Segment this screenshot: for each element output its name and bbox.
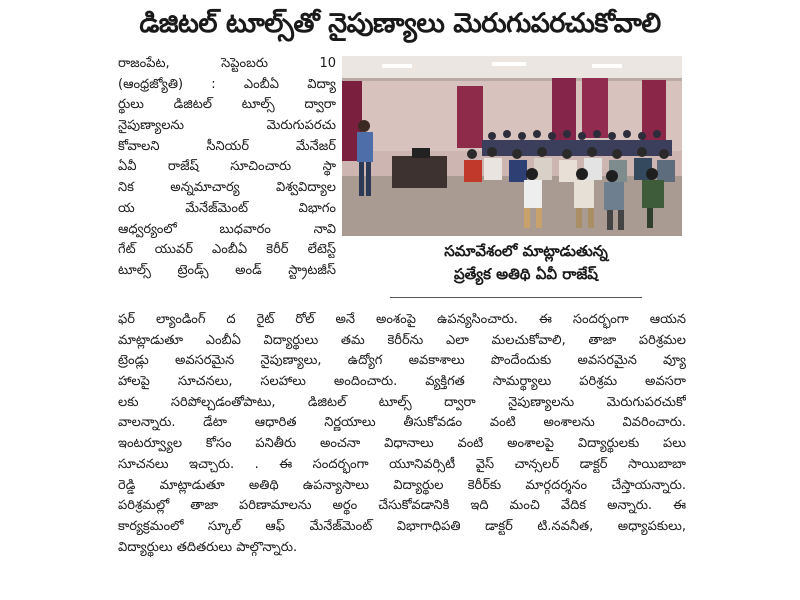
article-line: ఫర్ ల్యాండింగ్ ద రైట్ రోల్ అనే అంశంపై ఉపన్యసించారు. ఈ సందర్భంగా ఆయన bbox=[118, 312, 686, 327]
article-line: ర్థులు డిజిటల్ టూల్స్ ద్వారా bbox=[118, 97, 336, 113]
article-line: (ఆంధ్రజ్యోతి) : ఎంబీఏ విద్యా bbox=[118, 76, 336, 92]
caption-line: సమావేశంలో మాట్లాడుతున్న bbox=[444, 242, 608, 260]
caption-divider bbox=[390, 297, 642, 298]
photo-caption bbox=[390, 240, 662, 292]
article-line: నిక అన్నమాచార్య విశ్వవిద్యాల bbox=[118, 180, 336, 196]
caption-line: ప్రత్యేక అతిథి ఏవీ రాజేష్ bbox=[454, 265, 598, 283]
article-line: నైపుణ్యాలను మెరుగుపరచు bbox=[118, 118, 336, 134]
article-line: కార్యక్రమంలో స్కూల్ ఆఫ్ మేనేజ్‌మెంట్ విభాగాధిపతి డాక్టర్ టి.నవనీత, అధ్యాపకులు, bbox=[118, 518, 686, 534]
article-line: హాలపై సూచనలు, సలహాలు అందించారు. వ్యక్తిగత సామర్థ్యాలు పరిశ్రమ అవసరా bbox=[118, 374, 686, 390]
article-line: రెడ్డి మాట్లాడుతూ అతిథి ఉపన్యాసాలు విద్యార్థుల కెరీర్‌కు మార్గదర్శనం చేస్తాయన్నారు. bbox=[118, 477, 686, 493]
article-line: గేట్ యువర్ ఎంబీఏ కెరీర్ లేటెస్ట్ bbox=[118, 242, 336, 258]
article-line: టూల్స్ ట్రెండ్స్ అండ్ స్ట్రాటజీస్ bbox=[118, 262, 336, 278]
article-line: పరిశ్రమల్లో తాజా పరిణామాలను అర్థం చేసుకోవడానికి ఇది మంచి వేదిక అన్నారు. ఈ bbox=[118, 498, 686, 514]
article-line: రాజంపేట, సెప్టెంబరు 10 bbox=[118, 56, 336, 71]
article-line: య మేనేజ్‌మెంట్ విభాగం bbox=[118, 200, 336, 216]
article-line: విద్యార్థులు తదితరులు పాల్గొన్నారు. bbox=[118, 539, 298, 555]
article-line: మాట్లాడుతూ ఎంబీఏ విద్యార్థులు తమ కెరీర్‌ను ఎలా మలచుకోవాలి, తాజా పరిశ్రమల bbox=[118, 332, 686, 348]
article-line: ఆధ్వర్యంలో బుధవారం నావి bbox=[118, 221, 336, 237]
article-body bbox=[118, 310, 686, 594]
article-line: ఇంటర్వ్యూల కోసం పనితీరు అంచనా విధానాలు వంటి అంశాలపై విద్యార్థులకు పలు bbox=[118, 436, 686, 452]
article-line: సూచనలు ఇచ్చారు. . ఈ సందర్భంగా యూనివర్సిటీ వైస్ చాన్సలర్ డాక్టర్ సాయిబాబా bbox=[118, 456, 686, 472]
article-line: ఏవీ రాజేష్ సూచించారు స్థా bbox=[118, 159, 336, 175]
article-line: లకు సరిపోల్చడంతోపాటు, డిజిటల్ టూల్స్ ద్వారా నైపుణ్యాలను మెరుగుపరచుకో bbox=[118, 394, 686, 410]
event-photo bbox=[342, 56, 682, 236]
left-column-text bbox=[118, 54, 336, 308]
article-line: ట్రెండ్లు అవసరమైన నైపుణ్యాలు, ఉద్యోగ అవకాశాలు పొందేందుకు అవసరమైన వ్యూ bbox=[118, 353, 686, 369]
headline: డిజిటల్ టూల్స్‌తో నైపుణ్యాలు మెరుగుపరచుకోవాలి bbox=[139, 8, 661, 39]
article-line: కోవాలని సీనియర్ మేనేజర్ bbox=[118, 138, 336, 154]
article-line: వాలన్నారు. డేటా ఆధారిత నిర్ణయాలు తీసుకోవడం వంటి అంశాలను వివరించారు. bbox=[118, 415, 686, 431]
